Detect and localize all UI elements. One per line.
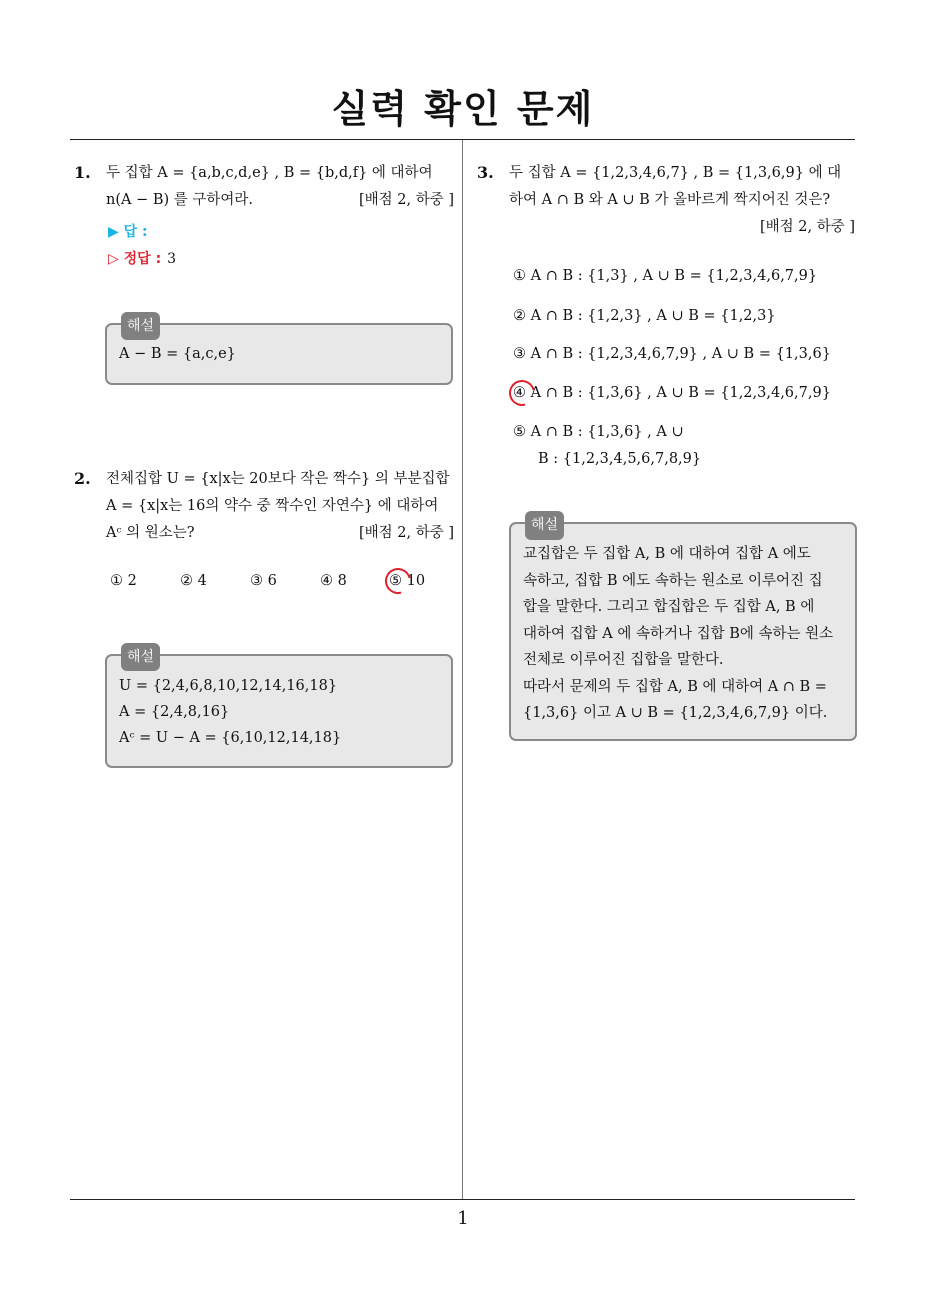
q3-choice-1[interactable]: ① A ∩ B : {1,3} , A ∪ B = {1,2,3,4,6,7,9}	[513, 268, 818, 284]
q2-explanation-line-2: A = {2,4,8,16}	[119, 704, 230, 720]
q2-choice-3[interactable]: ③ 6	[250, 573, 277, 589]
q1-meta: [배점 2, 하중 ]	[358, 192, 454, 208]
q2-explanation-line-1: U = {2,4,6,8,10,12,14,16,18}	[119, 678, 338, 694]
q3-choice-5[interactable]: ⑤ A ∩ B : {1,3,6} , A ∪	[513, 424, 684, 440]
q3-explanation-line-2: 속하고, 집합 B 에도 속하는 원소로 이루어진 집	[523, 572, 823, 589]
q3-line1: 두 집합 A = {1,2,3,4,6,7} , B = {1,3,6,9} 에 대	[509, 165, 842, 181]
q3-explanation-line-4: 대하여 집합 A 에 속하거나 집합 B에 속하는 원소	[523, 625, 834, 642]
q3-explanation-tag: 해설	[525, 511, 564, 540]
q3-choice-5-cont: B : {1,2,3,4,5,6,7,8,9}	[538, 451, 702, 467]
q3-number: 3.	[477, 163, 494, 182]
q2-line2: A = {x|x는 16의 약수 중 짝수인 자연수} 에 대하여	[106, 498, 439, 514]
q2-line3: Aᶜ 의 원소는?	[106, 525, 195, 541]
q1-correct-label: ▷ 정답 :	[108, 251, 162, 267]
q2-choice-1[interactable]: ① 2	[110, 573, 137, 589]
q3-explanation-line-3: 합을 말한다. 그리고 합집합은 두 집합 A, B 에	[523, 599, 815, 615]
q2-explanation-box	[105, 649, 453, 768]
q3-explanation-line-1: 교집합은 두 집합 A, B 에 대하여 집합 A 에도	[523, 546, 811, 562]
q3-choice-3[interactable]: ③ A ∩ B : {1,2,3,4,6,7,9} , A ∪ B = {1,3,6}	[513, 346, 831, 362]
q1-line2: n(A − B) 를 구하여라.	[106, 192, 254, 208]
bottom-rule	[70, 1199, 855, 1200]
q2-explanation-tag: 해설	[121, 643, 160, 671]
page-number: 1	[457, 1208, 469, 1229]
q1-explanation-tag: 해설	[121, 312, 160, 340]
q3-explanation-line-7: {1,3,6} 이고 A ∪ B = {1,2,3,4,6,7,9} 이다.	[523, 705, 828, 721]
q3-choice-4[interactable]: ④ A ∩ B : {1,3,6} , A ∪ B = {1,2,3,4,6,7,9}	[513, 385, 831, 401]
q1-explanation-line: A − B = {a,c,e}	[119, 346, 236, 362]
q3-line2: 하여 A ∩ B 와 A ∪ B 가 올바르게 짝지어진 것은?	[509, 192, 831, 208]
q1-explanation-box	[105, 318, 453, 385]
q3-selected-circle-icon	[504, 375, 540, 411]
q2-number: 2.	[74, 469, 91, 488]
q2-selected-circle-icon	[380, 563, 416, 599]
page-title: 실력 확인 문제	[331, 87, 595, 131]
q2-choice-2[interactable]: ② 4	[180, 573, 207, 589]
q1-number: 1.	[74, 163, 91, 182]
q1-line1: 두 집합 A = {a,b,c,d,e} , B = {b,d,f} 에 대하여	[106, 165, 433, 181]
q3-choice-2[interactable]: ② A ∩ B : {1,2,3} , A ∪ B = {1,2,3}	[513, 308, 776, 324]
q2-meta: [배점 2, 하중 ]	[358, 525, 454, 541]
q3-meta: [배점 2, 하중 ]	[759, 219, 855, 235]
q1-text	[106, 160, 454, 214]
column-divider	[462, 140, 463, 1200]
q3-explanation-box	[509, 517, 857, 741]
q2-text	[106, 466, 454, 547]
q2-line1: 전체집합 U = {x|x는 20보다 작은 짝수} 의 부분집합	[106, 471, 450, 487]
q3-explanation-line-6: 따라서 문제의 두 집합 A, B 에 대하여 A ∩ B =	[523, 678, 827, 695]
q1-correct-answer	[108, 248, 176, 268]
q2-explanation-line-3: Aᶜ = U − A = {6,10,12,14,18}	[119, 730, 342, 746]
q3-text	[509, 160, 855, 241]
q1-answer-label: ▶ 답 :	[108, 224, 148, 240]
q3-explanation-line-5: 전체로 이루어진 집합을 말한다.	[523, 652, 724, 668]
q2-choice-4[interactable]: ④ 8	[320, 573, 347, 589]
q2-choice-5[interactable]: ⑤ 10	[389, 573, 426, 589]
q1-correct-value: 3	[167, 251, 177, 267]
